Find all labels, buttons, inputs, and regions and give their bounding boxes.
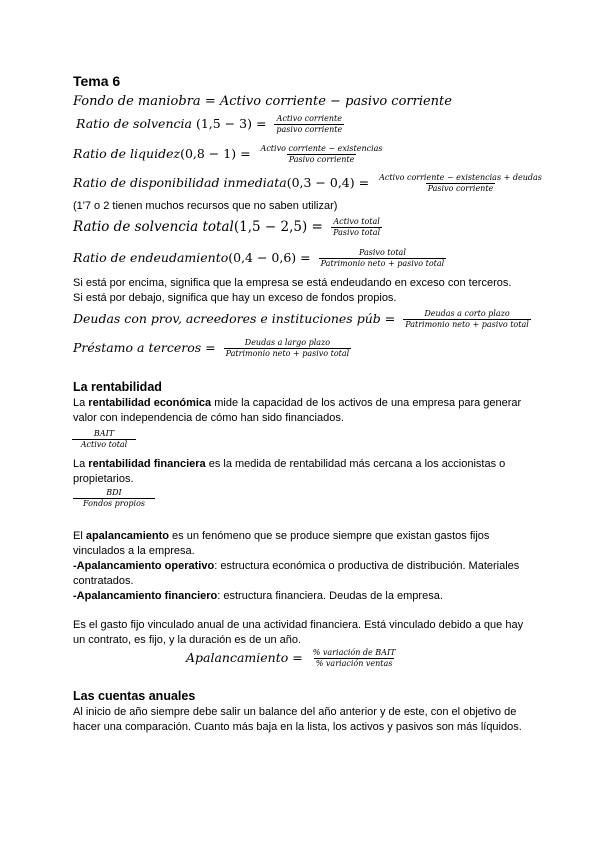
fraction: $\frac{\text{\% variación de BAIT}}{\text{\% variación ventas}}$ — [312, 648, 396, 668]
paragraph-line: propietarios. — [73, 473, 134, 485]
formula-fondo-maniobra: Fondo de maniobra = Activo corriente − pasivo corriente — [73, 94, 452, 109]
fraction: $\frac{\text{Pasivo total}}{\text{Patrimonio neto + pasivo total}}$ — [320, 248, 445, 268]
page-title: Tema 6 — [73, 73, 121, 89]
formula-apalancamiento: Apalancamiento = $\frac{\text{\% variación de BAIT}}{\text{\% variación ventas}}$ — [186, 648, 396, 668]
paragraph-line: valor con independencia de cómo han sido financiados. — [73, 412, 344, 424]
paragraph-rentabilidad-economica: La rentabilidad económica mide la capacidad de los activos de una empresa para generar — [73, 397, 522, 409]
paragraph-line: contratados. — [73, 575, 134, 587]
paragraph-rentabilidad-financiera: La rentabilidad financiera es la medida de rentabilidad más cercana a los accionistas o — [73, 458, 506, 470]
fraction: $\frac{\text{Activo corriente}}{\text{pasivo corriente}}$ — [276, 114, 343, 134]
note-debajo: Si está por debajo, significa que hay un exceso de fondos propios. — [73, 292, 397, 304]
formula-ratio-solvencia-total: Ratio de solvencia total(1,5 − 2,5) = $\frac{\text{Activo total}}{\text{Pasivo total}}$ — [73, 217, 381, 237]
formula-deudas: Deudas con prov, acreedores e instituciones púb = $\frac{\text{Deudas a corto plazo}}{\text{Patrimonio neto + pasivo total}}$ — [73, 309, 529, 329]
fraction: $\frac{\text{Activo corriente − existencias}}{\text{Pasivo corriente}}$ — [260, 144, 383, 164]
formula-ratio-disponibilidad: Ratio de disponibilidad inmediata(0,3 − 0,4) = $\frac{\text{Activo corriente − existencias + deudas}}{\text{Pasivo corriente}}$ — [73, 173, 542, 193]
formula-ratio-solvencia: Ratio de solvencia (1,5 − 3) = $\frac{\text{Activo corriente}}{\text{pasivo corriente}}$ — [76, 114, 343, 134]
formula-ratio-endeudamiento: Ratio de endeudamiento(0,4 − 0,6) = $\frac{\text{Pasivo total}}{\text{Patrimonio neto + pasivo total}}$ — [73, 248, 445, 268]
paragraph-apalancamiento-operativo: -Apalancamiento operativo: estructura económica o productiva de distribución. Materiales — [73, 560, 520, 572]
fraction: $\frac{\text{Deudas a corto plazo}}{\text{Patrimonio neto + pasivo total}}$ — [405, 309, 529, 329]
section-heading-rentabilidad: La rentabilidad — [73, 380, 162, 394]
formula-ratio-liquidez: Ratio de liquidez(0,8 − 1) = $\frac{\text{Activo corriente − existencias}}{\text{Pasivo corriente}}$ — [73, 144, 383, 164]
paragraph-gasto-fijo: Es el gasto fijo vinculado anual de una actividad financiera. Está vinculado debido a que hay — [73, 619, 524, 631]
fraction: $\frac{\text{Deudas a largo plazo}}{\text{Patrimonio neto + pasivo total}}$ — [225, 338, 350, 358]
paragraph-apalancamiento: El apalancamiento es un fenómeno que se produce siempre que existan gastos fijos — [73, 530, 490, 542]
note-encima: Si está por encima, significa que la empresa se está endeudando en exceso con terceros. — [73, 277, 512, 289]
paragraph-apalancamiento-financiero: -Apalancamiento financiero: estructura financiera. Deudas de la empresa. — [73, 590, 443, 602]
section-heading-cuentas: Las cuentas anuales — [73, 689, 196, 703]
fraction-bait-activo: BAIT Activo total — [73, 429, 135, 450]
formula-prestamo: Préstamo a terceros = $\frac{\text{Deudas a largo plazo}}{\text{Patrimonio neto + pasivo total}}$ — [73, 338, 350, 358]
fraction: $\frac{\text{Activo total}}{\text{Pasivo total}}$ — [333, 217, 381, 237]
paragraph-line: hacer una comparación. Cuanto más baja en la lista, los activos y pasivos son más líquidos. — [73, 721, 522, 733]
paragraph-line: vinculados a la empresa. — [73, 545, 195, 557]
paragraph-cuentas: Al inicio de año siempre debe salir un balance del año anterior y de este, con el objetivo de — [73, 706, 517, 718]
fraction: $\frac{\text{Activo corriente − existencias + deudas}}{\text{Pasivo corriente}}$ — [379, 173, 542, 193]
note-disponibilidad: (1'7 o 2 tienen muchos recursos que no saben utilizar) — [73, 200, 338, 212]
paragraph-line: un contrato, es fijo, y la duración es de un año. — [73, 634, 302, 646]
fraction-bdi-fondos: BDI Fondos propios — [73, 488, 155, 509]
